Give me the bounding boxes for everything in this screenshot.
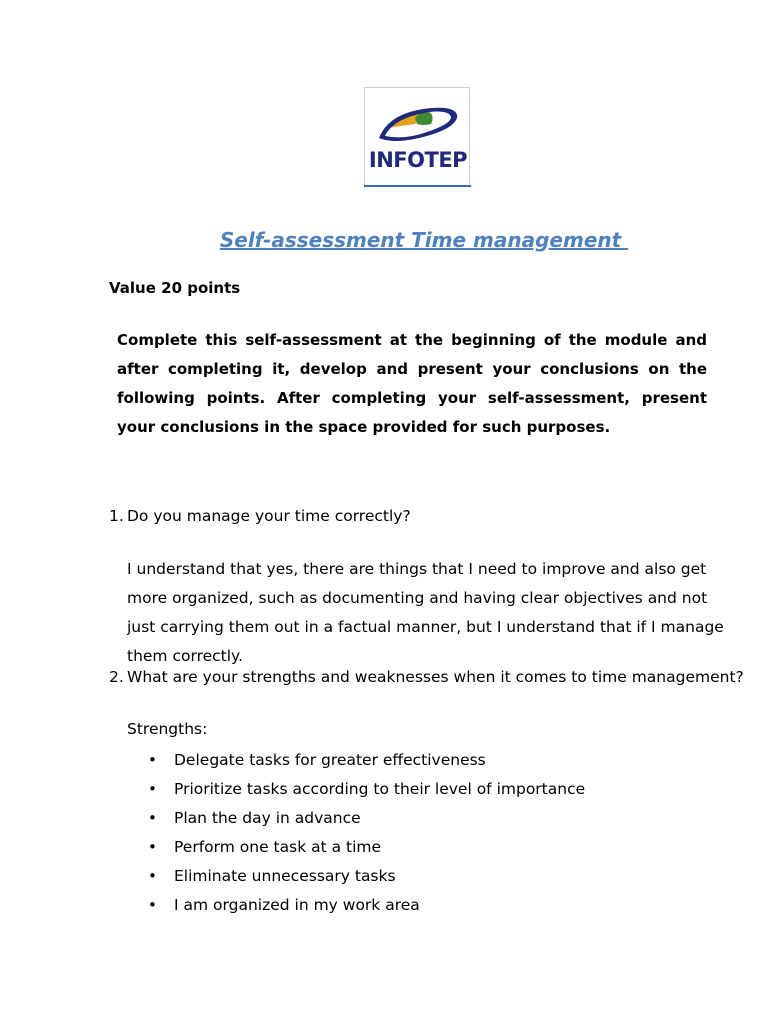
answer-1: I understand that yes, there are things that I need to improve and also get more organized, such as documenting and having clear objectives and not just carrying them out in a factual manner, but I understand that if I manage them correctly. <box>127 560 724 665</box>
logo-underline <box>364 185 471 187</box>
list-item: • Prioritize tasks according to their level of importance <box>148 775 585 804</box>
bullet-icon: • <box>148 896 157 914</box>
document-title: Self-assessment Time management <box>219 228 629 252</box>
strengths-label: Strengths: <box>127 720 208 738</box>
question-1 <box>109 507 411 525</box>
list-item: • Eliminate unnecessary tasks <box>148 862 585 891</box>
list-item: • Plan the day in advance <box>148 804 585 833</box>
question-text: What are your strengths and weaknesses when it comes to time management? <box>127 668 744 686</box>
question-number: 2. <box>109 668 124 686</box>
instructions-paragraph: Complete this self-assessment at the beginning of the module and after completing it, develop and present your conclusions on the following points. After completing your self-assessment, present your conclusions in the space provided for such purposes. <box>117 331 707 436</box>
bullet-icon: • <box>148 751 157 769</box>
list-item: • Perform one task at a time <box>148 833 585 862</box>
question-2 <box>109 668 744 686</box>
bullet-icon: • <box>148 867 157 885</box>
list-item: • Delegate tasks for greater effectiveness <box>148 746 585 775</box>
bullet-icon: • <box>148 838 157 856</box>
question-number: 1. <box>109 507 124 525</box>
strengths-list <box>148 746 585 920</box>
logo-wordmark: INFOTEP <box>368 148 468 172</box>
bullet-icon: • <box>148 780 157 798</box>
infotep-logo <box>364 87 470 187</box>
question-text: Do you manage your time correctly? <box>127 507 411 525</box>
bullet-icon: • <box>148 809 157 827</box>
logo-emblem-icon <box>365 88 471 150</box>
list-item: • I am organized in my work area <box>148 891 585 920</box>
value-points: Value 20 points <box>109 279 241 297</box>
